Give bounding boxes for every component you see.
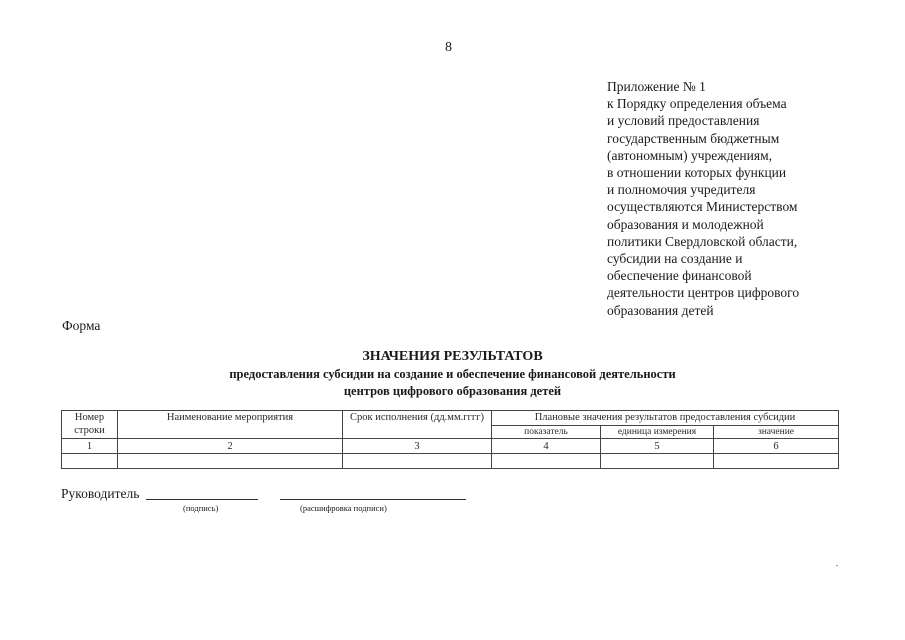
signature-caption: (подпись) (183, 503, 219, 513)
document-title (0, 348, 905, 400)
header-unit: единица измерения (601, 426, 714, 439)
appendix-line: государственным бюджетным (607, 130, 780, 146)
column-number: 1 (62, 439, 118, 454)
table-empty-row (62, 454, 839, 469)
signature-decoding-caption: (расшифровка подписи) (300, 503, 387, 513)
signature-label: Руководитель (61, 486, 140, 501)
appendix-note (607, 78, 867, 319)
header-deadline: Срок исполнения (дд.мм.гггг) (343, 411, 492, 439)
appendix-line: (автономным) учреждениям, (607, 147, 773, 163)
column-number: 4 (492, 439, 601, 454)
table-header-row (62, 411, 839, 426)
signature-line (146, 499, 258, 500)
title-subtitle-line-1: предоставления субсидии на создание и обеспечение финансовой деятельности (229, 367, 676, 381)
scan-speck (836, 565, 838, 566)
appendix-line: осуществляются Министерством (607, 199, 798, 215)
table-cell (601, 454, 714, 469)
appendix-line: деятельности центров цифрового (607, 285, 800, 301)
appendix-line: обеспечение финансовой (607, 268, 752, 284)
appendix-line: субсидии на создание и (607, 251, 743, 267)
title-subtitle-line-2: центров цифрового образования детей (343, 384, 562, 398)
results-table (61, 410, 839, 469)
table-cell (714, 454, 839, 469)
table-cell (118, 454, 343, 469)
appendix-line: Приложение № 1 (607, 79, 706, 94)
table-cell (343, 454, 492, 469)
appendix-line: политики Свердловской области, (607, 233, 798, 249)
appendix-line: к Порядку определения объема (607, 96, 787, 112)
header-planned-values: Плановые значения результатов предоставления субсидии (492, 411, 839, 426)
form-label: Форма (62, 318, 101, 333)
header-row-number: Номер строки (62, 411, 118, 439)
column-number: 5 (601, 439, 714, 454)
appendix-line: образования детей (607, 302, 714, 318)
table-cell (492, 454, 601, 469)
column-number: 2 (118, 439, 343, 454)
header-event-name: Наименование мероприятия (118, 411, 343, 439)
header-indicator: показатель (492, 426, 601, 439)
appendix-line: образования и молодежной (607, 216, 764, 232)
appendix-line: в отношении которых функции (607, 165, 787, 181)
column-number: 6 (714, 439, 839, 454)
title-main: ЗНАЧЕНИЯ РЕЗУЛЬТАТОВ (362, 349, 543, 364)
table-cell (62, 454, 118, 469)
table-column-numbers-row (62, 439, 839, 454)
column-number: 3 (343, 439, 492, 454)
page-number: 8 (445, 40, 452, 55)
signature-decoding-line (280, 499, 466, 500)
appendix-line: и условий предоставления (607, 113, 760, 129)
header-value: значение (714, 426, 839, 439)
appendix-line: и полномочия учредителя (607, 182, 756, 198)
